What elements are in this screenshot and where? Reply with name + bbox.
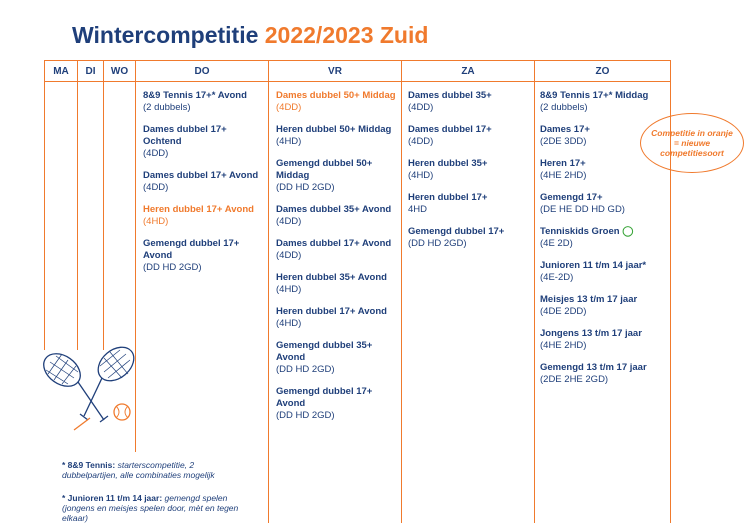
column-za — [408, 90, 530, 260]
footnote-label: * 8&9 Tennis: — [62, 460, 116, 470]
column-divider — [534, 82, 535, 523]
competition-entry: Heren dubbel 50+ Middag (4HD) — [276, 124, 392, 147]
competition-entry: Gemengd dubbel 17+ Avond (DD HD 2GD) — [143, 238, 240, 273]
tenniskids-label: Tenniskids Groen — [540, 226, 620, 237]
competition-entry: Dames dubbel 35+ (4DD) — [408, 90, 492, 113]
competition-entry: Gemengd dubbel 17+ Avond (DD HD 2GD) — [276, 386, 373, 421]
day-header-do: DO — [135, 60, 269, 82]
competition-entry: Gemengd 17+ (DE HE DD HD GD) — [540, 192, 625, 215]
competition-entry: Heren dubbel 17+ Avond (4HD) — [143, 204, 254, 227]
competition-entry: Heren dubbel 35+ Avond (4HD) — [276, 272, 387, 295]
competition-entry: Heren dubbel 17+ 4HD — [408, 192, 488, 215]
legend-bubble: Competitie in oranje = nieuwe competitiesoort — [640, 113, 744, 173]
day-header-zo: ZO — [534, 60, 671, 82]
competition-entry: Dames dubbel 17+ Avond (4DD) — [276, 238, 392, 261]
title-main: Wintercompetitie — [72, 22, 259, 48]
competition-entry: Dames 17+ (2DE 3DD) — [540, 124, 590, 147]
competition-entry: 8&9 Tennis 17+* Middag (2 dubbels) — [540, 90, 649, 113]
column-divider — [77, 82, 78, 350]
competition-entry: Jongens 13 t/m 17 jaar (4HE 2HD) — [540, 328, 642, 351]
competition-entry: Dames dubbel 17+ Avond (4DD) — [143, 170, 259, 193]
column-vr — [276, 90, 396, 432]
competition-entry: Heren 17+ (4HE 2HD) — [540, 158, 587, 181]
competition-entry: Heren dubbel 35+ (4HD) — [408, 158, 488, 181]
column-divider — [103, 82, 104, 350]
day-header-di: DI — [77, 60, 104, 82]
title-accent: 2022/2023 Zuid — [264, 22, 429, 48]
competition-entry: Gemengd dubbel 50+ Middag (DD HD 2GD) — [276, 158, 373, 193]
footnote-text: gemengd spelen (jongens en meisjes spelen door, mèt en tegen elkaar) — [62, 493, 239, 523]
column-divider — [44, 82, 45, 350]
competition-entry: Junioren 11 t/m 14 jaar* (4E-2D) — [540, 260, 647, 283]
page-title — [72, 22, 428, 49]
competition-entry: 8&9 Tennis 17+* Avond (2 dubbels) — [143, 90, 247, 113]
footnote-junioren — [62, 493, 252, 523]
column-divider — [401, 82, 402, 523]
competition-entry: Gemengd dubbel 17+ (DD HD 2GD) — [408, 226, 505, 249]
column-divider — [268, 82, 269, 523]
green-ball-icon: ◯ — [622, 226, 634, 237]
competition-entry: Gemengd 13 t/m 17 jaar (2DE 2HE 2GD) — [540, 362, 647, 385]
competition-entry: Heren dubbel 17+ Avond (4HD) — [276, 306, 387, 329]
day-header-wo: WO — [103, 60, 136, 82]
competition-entry: Dames dubbel 50+ Middag (4DD) — [276, 90, 396, 113]
footnote-8-9-tennis — [62, 460, 252, 480]
competition-entry: Dames dubbel 17+ Ochtend (4DD) — [143, 124, 227, 159]
column-do — [143, 90, 265, 284]
footnote-label: * Junioren 11 t/m 14 jaar: — [62, 493, 163, 503]
competition-entry: Tenniskids Groen ◯ (4E 2D) — [540, 226, 634, 249]
competition-entry: Dames dubbel 17+ (4DD) — [408, 124, 492, 147]
competition-entry: Meisjes 13 t/m 17 jaar (4DE 2DD) — [540, 294, 638, 317]
competition-entry: Gemengd dubbel 35+ Avond (DD HD 2GD) — [276, 340, 373, 375]
day-header-za: ZA — [401, 60, 535, 82]
footnote-text: starterscompetitie, 2 dubbelpartijen, alle combinaties mogelijk — [62, 460, 215, 480]
competition-entry: Dames dubbel 35+ Avond (4DD) — [276, 204, 392, 227]
tennis-rackets-icon — [34, 340, 144, 450]
day-header-vr: VR — [268, 60, 402, 82]
day-header-ma: MA — [44, 60, 78, 82]
